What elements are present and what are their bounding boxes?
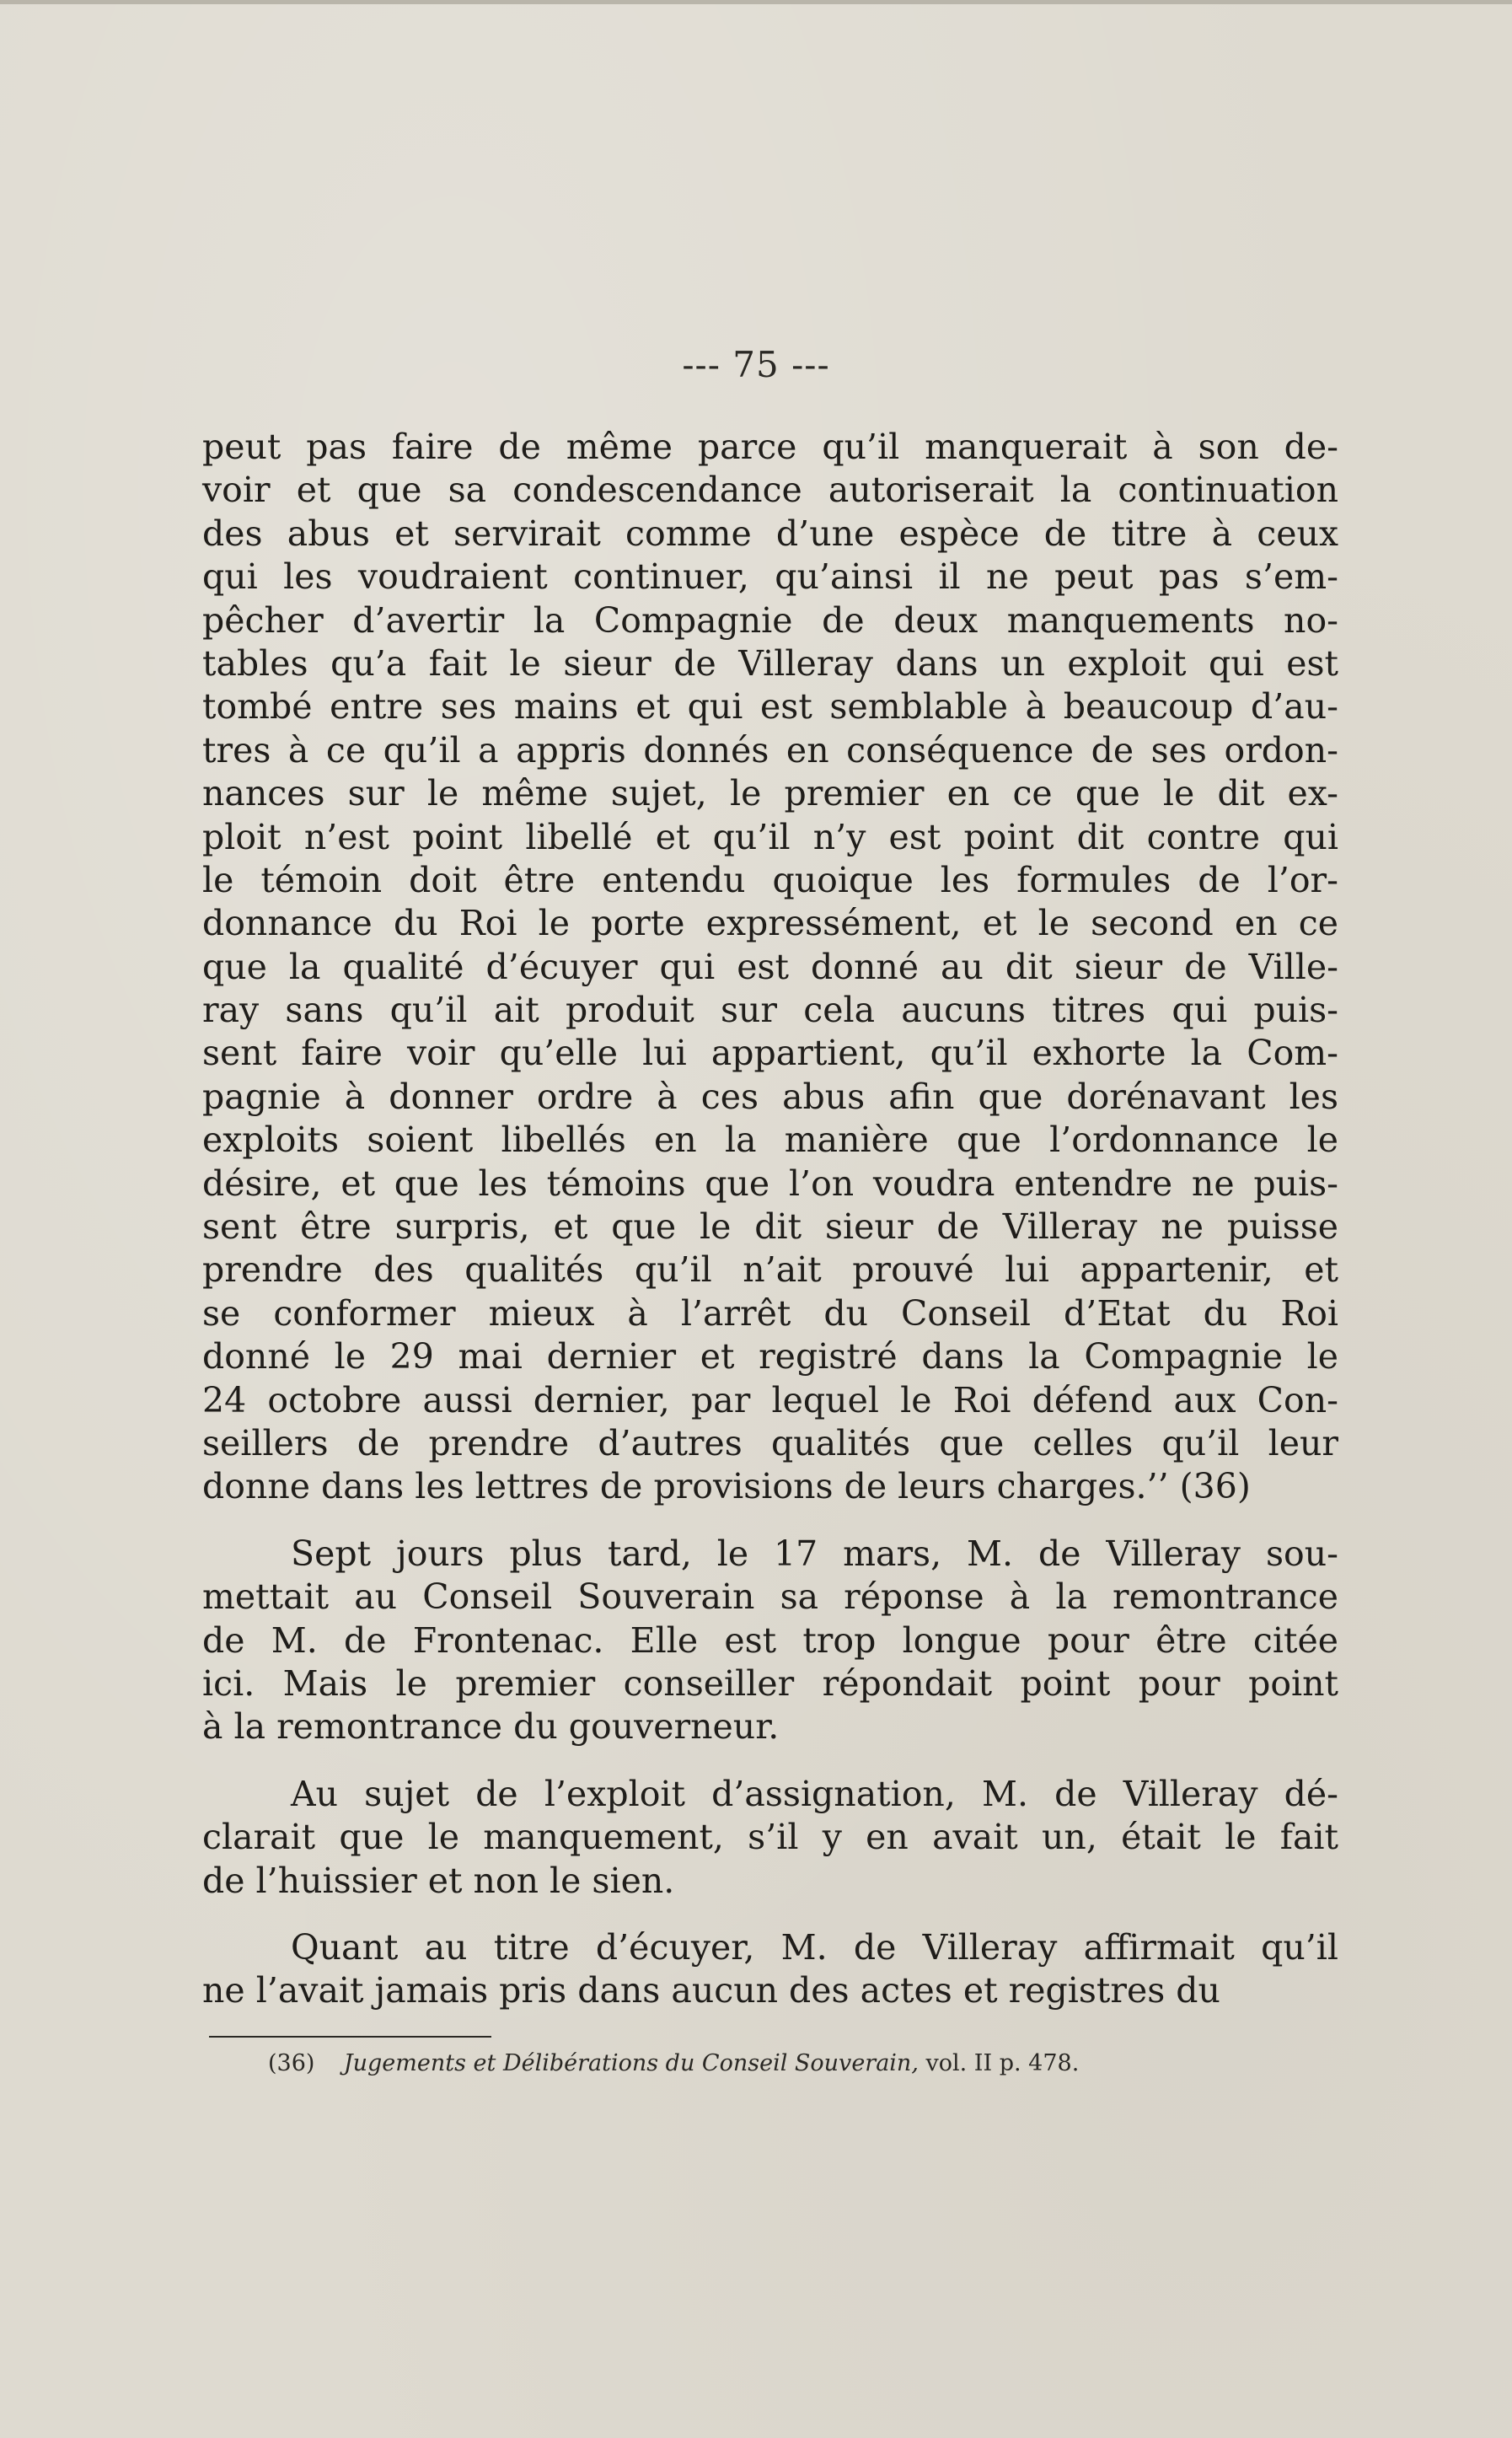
text-line: prendre des qualités qu’il n’ait prouvé lui appartenir, et (202, 1249, 1338, 1291)
text-line: mettait au Conseil Souverain sa réponse à la remontrance (202, 1576, 1338, 1618)
text-line: de l’huissier et non le sien. (202, 1860, 675, 1901)
text-line: exploits soient libellés en la manière que l’ordonnance le (202, 1120, 1338, 1161)
footnote-marker: (36) (268, 2050, 315, 2076)
footnote-title: Jugements et Délibérations du Conseil Souverain, (343, 2050, 919, 2076)
text-line: pagnie à donner ordre à ces abus afin que dorénavant les (202, 1076, 1338, 1117)
text-line: sent être surpris, et que le dit sieur de Villeray ne puisse (202, 1206, 1338, 1248)
text-line: Sept jours plus tard, le 17 mars, M. de Villeray sou- (291, 1533, 1338, 1574)
text-line: tres à ce qu’il a appris donnés en conséquence de ses ordon- (202, 729, 1338, 771)
top-edge-rule (0, 0, 1512, 4)
text-line: voir et que sa condescendance autoriserait la continuation (202, 470, 1338, 511)
text-line: se conformer mieux à l’arrêt du Conseil d’Etat du Roi (202, 1292, 1338, 1334)
page-number: --- 75 --- (682, 344, 830, 385)
text-line: seillers de prendre d’autres qualités que celles qu’il leur (202, 1422, 1338, 1463)
paragraph (202, 1533, 1338, 1749)
text-line: sent faire voir qu’elle lui appartient, qu’il exhorte la Com- (202, 1033, 1338, 1074)
text-line: donne dans les lettres de provisions de leurs charges.’’ (36) (202, 1466, 1251, 1507)
text-line: ploit n’est point libellé et qu’il n’y est point dit contre qui (202, 816, 1338, 857)
footnote-separator (209, 2036, 491, 2038)
paragraph-gap (202, 1903, 1338, 1926)
text-line: le témoin doit être entendu quoique les formules de l’or- (202, 859, 1338, 900)
paragraph (202, 1926, 1338, 2013)
text-line: que la qualité d’écuyer qui est donné au dit sieur de Ville- (202, 946, 1338, 987)
text-line: donnance du Roi le porte expressément, et le second en ce (202, 903, 1338, 944)
paragraph-gap (202, 1749, 1338, 1773)
text-line: clarait que le manquement, s’il y en avait un, était le fait (202, 1817, 1338, 1858)
text-line: de M. de Frontenac. Elle est trop longue pour être citée (202, 1619, 1338, 1661)
text-line: tombé entre ses mains et qui est semblable à beaucoup d’au- (202, 686, 1338, 728)
text-line: pêcher d’avertir la Compagnie de deux manquements no- (202, 599, 1338, 641)
text-line: ici. Mais le premier conseiller répondait point pour point (202, 1662, 1338, 1704)
text-line: donné le 29 mai dernier et registré dans la Compagnie le (202, 1336, 1338, 1377)
body-text (202, 426, 1338, 2013)
text-line: Quant au titre d’écuyer, M. de Villeray affirmait qu’il (291, 1926, 1338, 1968)
paragraph (202, 426, 1338, 1509)
text-line: 24 octobre aussi dernier, par lequel le Roi défend aux Con- (202, 1379, 1338, 1420)
text-line: à la remontrance du gouverneur. (202, 1706, 780, 1748)
text-line: tables qu’a fait le sieur de Villeray dans un exploit qui est (202, 642, 1338, 684)
text-line: Au sujet de l’exploit d’assignation, M. de Villeray dé- (291, 1773, 1338, 1814)
text-line: nances sur le même sujet, le premier en ce que le dit ex- (202, 773, 1338, 814)
text-line: des abus et servirait comme d’une espèce de titre à ceux (202, 513, 1338, 554)
text-line: peut pas faire de même parce qu’il manquerait à son de- (202, 427, 1338, 467)
text-line: ne l’avait jamais pris dans aucun des actes et registres du (202, 1970, 1220, 2011)
text-line: qui les voudraient continuer, qu’ainsi il ne peut pas s’em- (202, 556, 1338, 598)
text-line: ray sans qu’il ait produit sur cela aucuns titres qui puis- (202, 990, 1338, 1031)
text-line: désire, et que les témoins que l’on voudra entendre ne puis- (202, 1163, 1338, 1204)
footnote-reference: vol. II p. 478. (925, 2050, 1080, 2076)
paragraph-gap (202, 1509, 1338, 1533)
footnote (268, 2050, 1330, 2076)
paragraph (202, 1773, 1338, 1903)
